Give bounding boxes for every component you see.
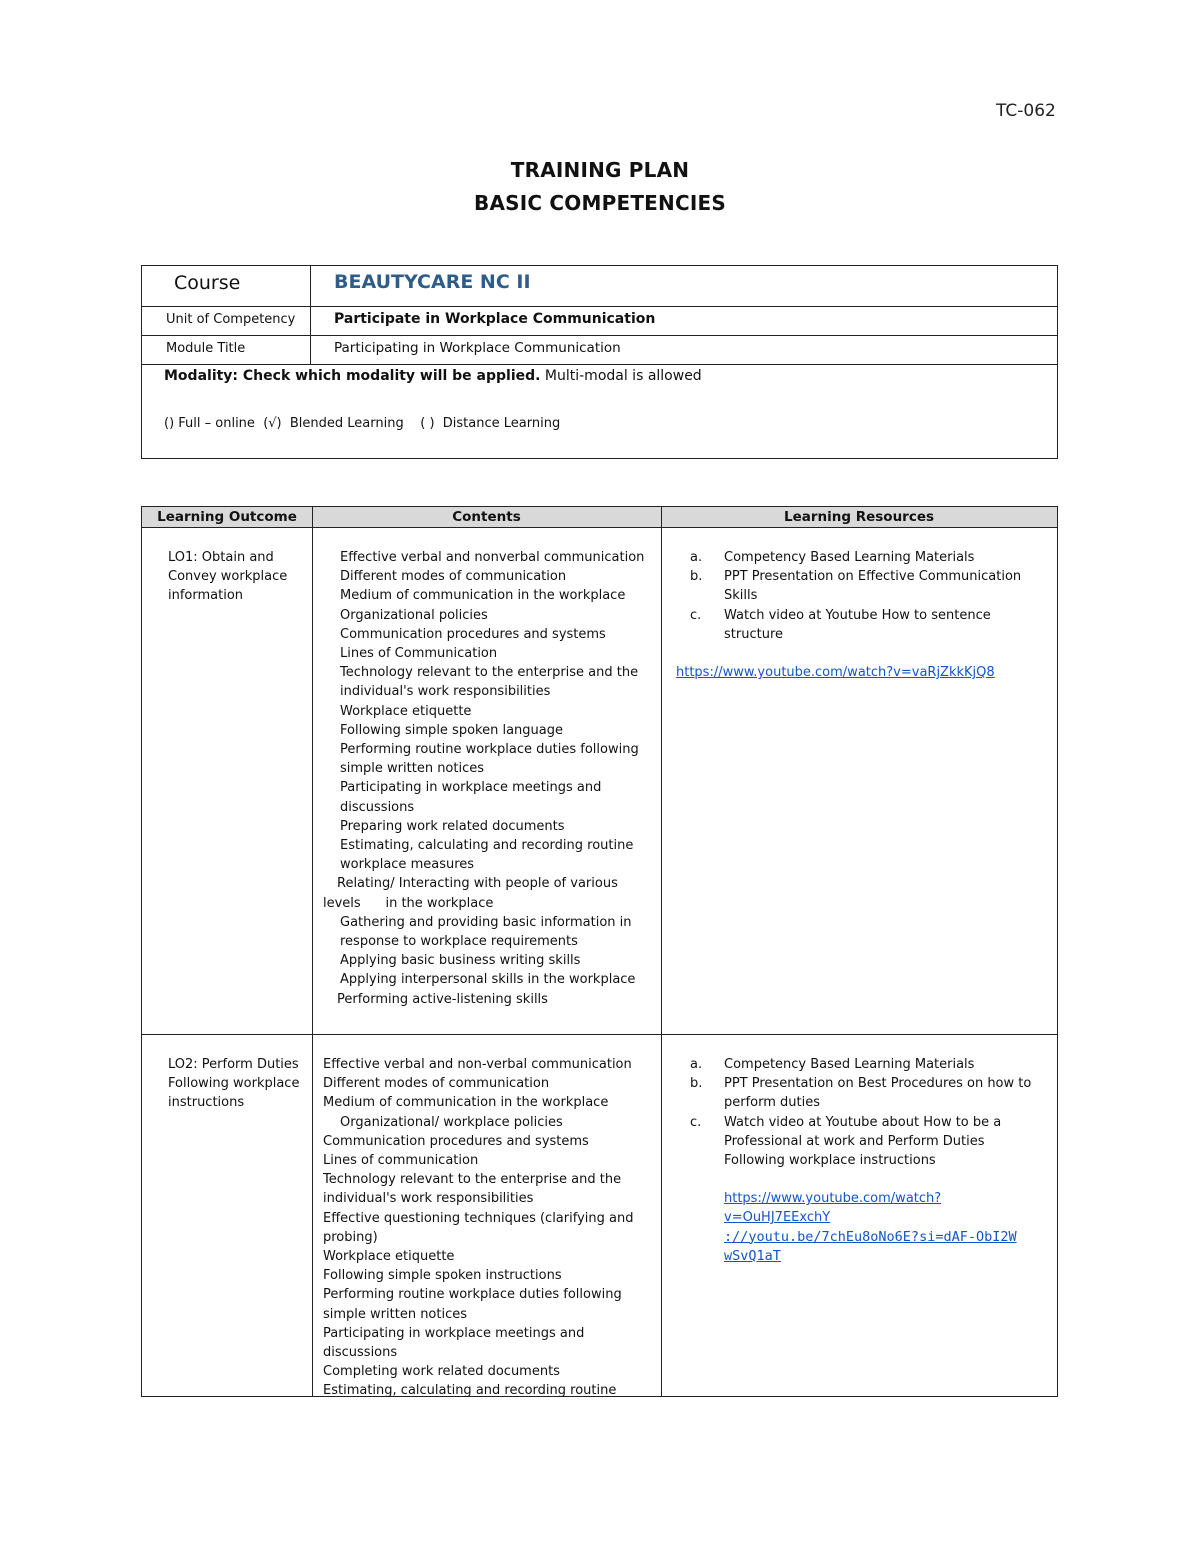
page-subtitle: BASIC COMPETENCIES [474,191,726,215]
list-item: Effective questioning techniques (clarifying and probing) [323,1210,634,1245]
training-plan-table [141,506,1058,1397]
header-learning-resources: Learning Resources [783,509,935,525]
list-item: Participating in workplace meetings and discussions [323,1325,585,1361]
list-item: Following simple spoken language [340,722,563,738]
list-item: Preparing work related documents [340,818,565,834]
modality-options: () Full – online (√) Blended Learning ( ) Distance Learning [164,416,561,431]
list-item: Technology relevant to the enterprise and the individual's work responsibilities [340,665,639,700]
list-item: Communication procedures and systems [340,626,606,642]
course-label: Course [174,272,241,294]
list-item: b. PPT Presentation on Best Procedures on how to perform duties [690,1076,1032,1111]
youtube-link-lo1[interactable]: https://www.youtube.com/watch?v=vaRjZkkKjQ8 [676,665,995,681]
list-item: Applying basic business writing skills [340,953,581,969]
list-item: Following simple spoken instructions [323,1268,562,1284]
list-item: levels in the workplace [323,895,494,911]
list-item: Applying interpersonal skills in the workplace [340,972,636,988]
list-item: Organizational/ workplace policies [340,1114,563,1130]
modality-title-note: Multi-modal is allowed [540,368,702,384]
list-item: c. Watch video at Youtube about How to be a Professional at work and Perform Duties Following workplace instructions [690,1114,1002,1169]
course-info-table [141,265,1058,459]
lo1-contents [323,548,645,1009]
list-item: Estimating, calculating and recording routine [323,1383,617,1399]
youtu-be-link-lo2[interactable]: ://youtu.be/7chEu8oNo6E?si=dAF-ObI2WwSvQ1aT [724,1228,1017,1264]
header-contents: Contents [452,509,521,525]
list-item: b. PPT Presentation on Effective Communication Skills [690,569,1022,604]
list-item: Performing routine workplace duties following simple written notices [340,742,639,777]
list-item: Workplace etiquette [323,1249,455,1265]
lo1-resources [674,548,1044,682]
list-item: Workplace etiquette [340,703,472,719]
page-title: TRAINING PLAN [510,158,690,182]
list-item: Effective verbal and non-verbal communication [323,1057,632,1072]
lo2-contents [323,1055,645,1401]
modality-title [164,368,702,384]
list-item: Gathering and providing basic information in response to workplace requirements [340,914,632,950]
module-label: Module Title [166,341,246,356]
list-item: Organizational policies [340,607,488,623]
list-item: a. Competency Based Learning Materials [690,550,975,565]
module-value: Participating in Workplace Communication [334,340,621,356]
list-item: Different modes of communication [323,1076,550,1092]
list-item: Completing work related documents [323,1364,560,1380]
list-item: Estimating, calculating and recording routine workplace measures [340,838,634,873]
unit-value: Participate in Workplace Communication [334,311,656,327]
list-item: Performing active-listening skills [337,991,548,1007]
unit-label: Unit of Competency [166,312,296,327]
modality-title-bold: Modality: Check which modality will be applied. [164,368,541,384]
list-item: Lines of Communication [340,646,498,662]
list-item: c. Watch video at Youtube How to sentence structure [690,607,991,642]
list-item: Lines of communication [323,1153,479,1169]
document-code: TC-062 [996,101,1056,121]
list-item: Medium of communication in the workplace [323,1095,609,1111]
unit-row [142,306,1057,336]
course-row [142,266,1057,307]
list-item: Technology relevant to the enterprise and the individual's work responsibilities [323,1172,622,1207]
list-item: Communication procedures and systems [323,1133,589,1149]
list-item: a. Competency Based Learning Materials [690,1057,975,1072]
course-value: BEAUTYCARE NC II [334,271,531,293]
list-item: Effective verbal and nonverbal communication [340,550,645,565]
lo1-outcome: LO1: Obtain and Convey workplace information [168,550,288,604]
list-item: Relating/ Interacting with people of various [337,876,618,892]
lo2-resources [674,1055,1044,1266]
list-item: Participating in workplace meetings and discussions [340,780,602,815]
module-row [142,335,1057,365]
header-learning-outcome: Learning Outcome [157,509,297,525]
list-item: Medium of communication in the workplace [340,588,626,604]
list-item: Different modes of communication [340,569,567,585]
list-item: Performing routine workplace duties following simple written notices [323,1287,622,1322]
youtube-link-lo2[interactable]: https://www.youtube.com/watch?v=OuHJ7EExchY [724,1191,942,1226]
lo2-outcome: LO2: Perform Duties Following workplace instructions [168,1057,300,1111]
